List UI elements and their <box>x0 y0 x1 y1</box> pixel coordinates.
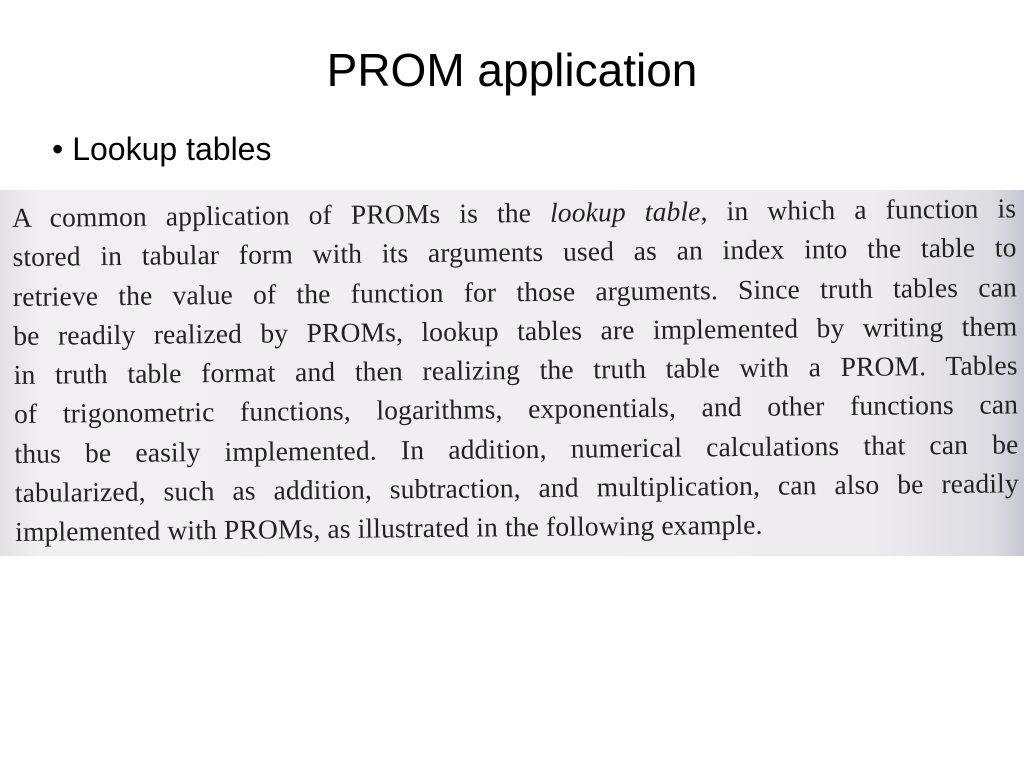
excerpt-line-3: retrieve the value of the function for those arguments. Since truth tables can <box>12 270 1018 312</box>
bullet-item-lookup-tables <box>52 128 271 170</box>
excerpt-line-4: be readily realized by PROMs, lookup tables are implemented by writing them <box>13 310 1018 351</box>
excerpt-line-8: tabularized, such as addition, subtraction, and multiplication, can also be readily <box>14 467 1019 509</box>
excerpt-line-2: stored in tabular form with its arguments used as an index into the table to <box>12 231 1017 273</box>
emphasis-lookup-table: lookup table <box>549 195 701 228</box>
excerpt-line-5: in truth table format and then realizing the truth table with a PROM. Tables <box>13 349 1018 391</box>
excerpt-line-6: of trigonometric functions, logarithms, exponentials, and other functions can <box>13 388 1019 430</box>
excerpt-line-9: implemented with PROMs, as illustrated in the following example. <box>15 509 763 548</box>
excerpt-line-7: thus be easily implemented. In addition, numerical calculations that can be <box>14 428 1019 469</box>
excerpt-paragraph <box>12 190 1019 552</box>
bullet-text: Lookup tables <box>72 131 272 167</box>
slide-title: PROM application <box>326 44 698 96</box>
bullet-dot: • <box>52 131 64 167</box>
excerpt-line-1: A common application of PROMs is the lookup table, in which a function is <box>12 192 1017 233</box>
scanned-text-image <box>0 190 1024 556</box>
